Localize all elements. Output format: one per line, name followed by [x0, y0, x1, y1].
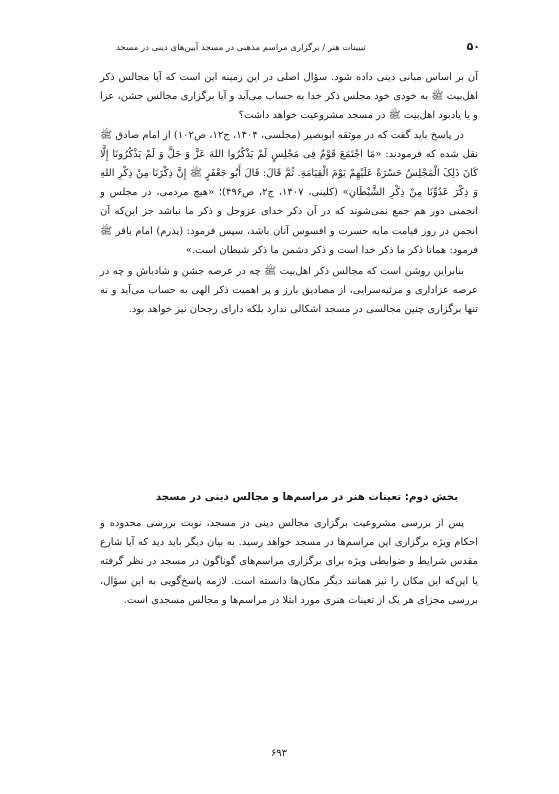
running-head-page-number: ۵۰ [466, 40, 480, 53]
running-head-title: تبیینات هنر / برگزاری مراسم مذهبی در مسجد آیین‌های دینی در مسجد [116, 43, 366, 53]
paragraph-1: آن بر اساس مبانی دینی داده شود. سؤال اصلی در این زمینه این است که آیا مجالس ذکر اهل‌بیت ﷺ به خودی خود مجلس ذکر خدا به حساب می‌آید و آیا برگزاری مجالس جشن، عزا و یا یادبود اهل‌بیت ﷺ در مسجد مشروعیت خواهد داشت؟ [100, 72, 478, 122]
section-heading: بخش دوم: تعینات هنر در مراسم‌ها و مجالس دینی در مسجد [155, 491, 458, 503]
body-text [100, 68, 478, 320]
section-paragraph: پس از بررسی مشروعیت برگزاری مجالس دینی در مسجد، نوبت بررسی محدوده و احکام ویژه برگزاری این مراسم‌ها در مسجد خواهد رسید. به بیان دیگر باید دید که آیا شارع مقدس شرایط و ضوابطی ویژه برای برگزاری مراسم‌های گوناگون در مسجد در نظر گرفته یا این‌که این مکان را نیز همانند دیگر مکان‌ها دانسته است. لازمه پاسخ‌گویی به این سؤال، بررسی مجزای هر یک از تعینات هنری مورد ابتلا در مراسم‌ها و مجالس مسجدی است. [100, 518, 478, 606]
paragraph-3: بنابراین روشن است که مجالس ذکر اهل‌بیت ﷺ چه در عرصه جشن و شادباش و چه در عرصه عزاداری و مرثیه‌سرایی، از مصادیق بارز و پر اهمیت ذکر الهی به حساب می‌آید و نه تنها برگزاری چنین مجالسی در مسجد اشکالی ندارد بلکه دارای رجحان نیز خواهد بود. [100, 266, 478, 316]
footer-page-number: ۶۹۳ [270, 748, 288, 759]
running-head [116, 40, 480, 58]
paragraph-2: در پاسخ باید گفت که در موثقه ابوبصیر (مجلسی، ۱۴۰۴، ج۱۲، ص۱۰۲) از امام صادق ﷺ نقل شده که فرمودند: «مَا اجْتَمَعَ قَوْمٌ فِی مَجْلِسٍ لَمْ یَذْکُرُوا اللهَ عَزَّ وَ جَلَّ وَ لَمْ یَذْکُرُونَا إِلَّا کَانَ ذَلِکَ الْمَجْلِسُ حَسْرَةً عَلَیْهِمْ یَوْمَ الْقِیَامَةِ. ثُمَّ قَالَ: قَالَ أَبُو جَعْفَرٍ ﷺ إِنَّ ذِکْرَنَا مِنْ ذِکْرِ اللهِ وَ ذِکْرَ عَدُوِّنَا مِنْ ذِکْرِ الشَّیْطَانِ» (کلینی، ۱۴۰۷، ج۲، ص۴۹۶)؛ «هیچ مردمی، در مجلس و انجمنی دور هم جمع نمی‌شوند که در آن ذکر خدای عزوجل و ذکر ما نباشد جز این‌که آن انجمن در روز قیامت مایه حسرت و افسوس آنان باشد، سپس فرمود: (پدرم) امام باقر ﷺ فرمود: همانا ذکر ما ذکر خدا است و ذکر دشمن ما ذکر شیطان است.» [100, 129, 478, 256]
